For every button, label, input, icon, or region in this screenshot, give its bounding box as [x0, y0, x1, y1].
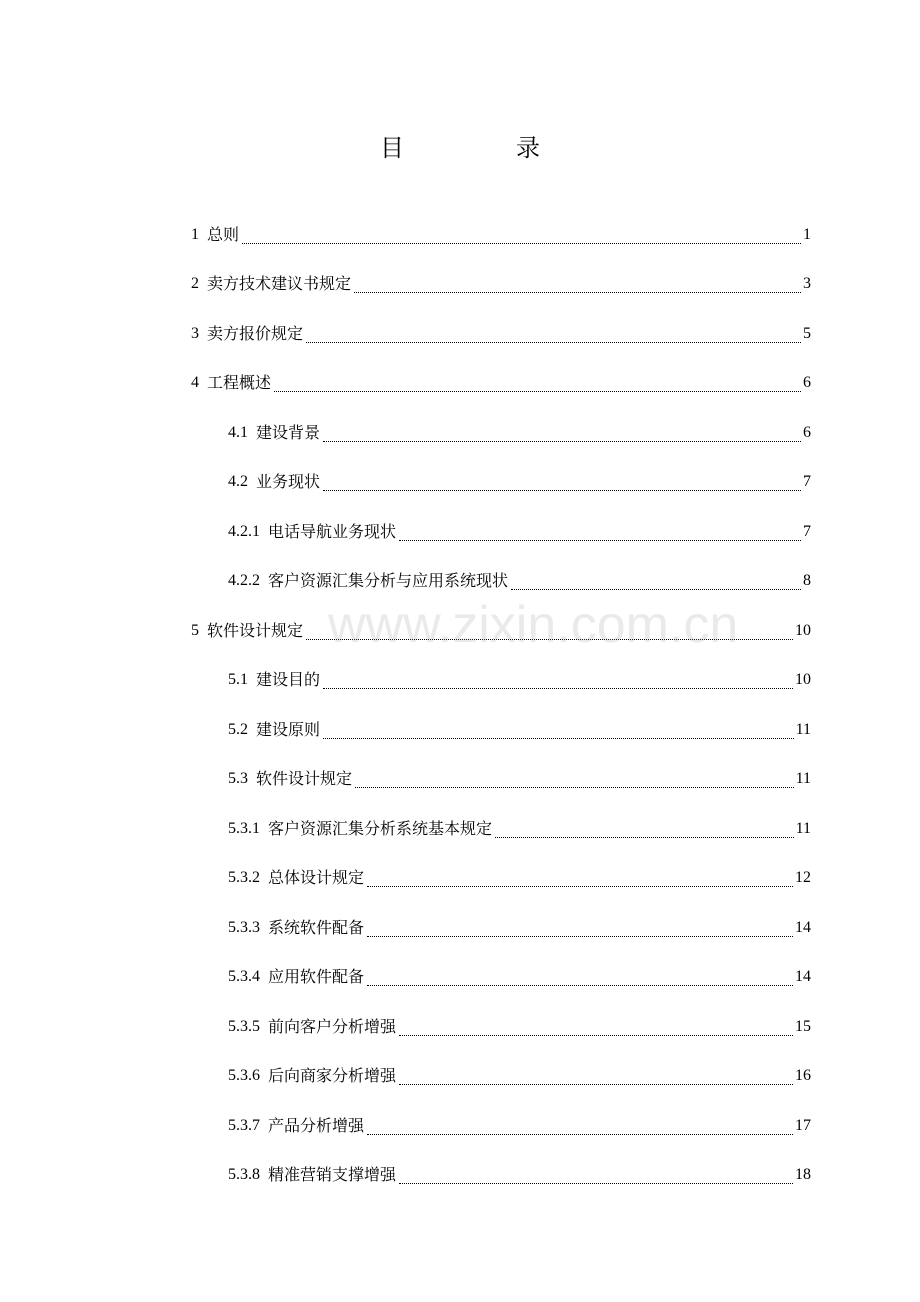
toc-dot-leader: [511, 588, 801, 590]
toc-entry[interactable]: [191, 304, 811, 354]
watermark-text: www.zixin.com.cn: [328, 596, 739, 654]
toc-page-number: 1: [803, 225, 811, 243]
toc-entry[interactable]: [191, 849, 811, 899]
toc-dot-leader: [355, 786, 794, 788]
toc-page-number: 10: [795, 621, 811, 639]
toc-entry[interactable]: [191, 651, 811, 701]
toc-number: 5.3: [228, 770, 248, 787]
toc-title: 产品分析增强: [268, 1115, 365, 1135]
toc-number: 5.3.7: [228, 1116, 260, 1134]
toc-number: 5.3.4: [228, 968, 260, 985]
toc-entry[interactable]: [191, 948, 811, 998]
toc-page-number: 11: [795, 819, 811, 837]
toc-entry[interactable]: [191, 205, 811, 255]
toc-title: 卖方报价规定: [207, 323, 304, 343]
table-of-contents: [191, 205, 811, 1195]
toc-dot-leader: [323, 737, 794, 739]
toc-number: 5.3.1: [228, 819, 260, 837]
toc-entry[interactable]: [191, 700, 811, 750]
toc-dot-leader: [274, 390, 801, 392]
toc-number: 5.3.2: [228, 869, 260, 886]
toc-page-number: 17: [795, 1116, 811, 1134]
toc-page-number: 11: [795, 770, 811, 787]
toc-entry[interactable]: [191, 403, 811, 453]
toc-number: 4: [191, 374, 199, 391]
toc-dot-leader: [306, 638, 793, 640]
toc-dot-leader: [367, 984, 793, 986]
toc-page-number: 5: [803, 324, 811, 342]
toc-number: 4.2.2: [228, 572, 260, 589]
toc-title: 建设背景: [256, 422, 321, 442]
toc-entry[interactable]: [191, 997, 811, 1047]
toc-number: 5: [191, 621, 199, 639]
toc-number: 5.3.3: [228, 918, 260, 936]
toc-page-number: 18: [795, 1166, 811, 1183]
toc-page-number: 3: [803, 275, 811, 292]
toc-entry[interactable]: [191, 453, 811, 503]
toc-page-number: 14: [795, 968, 811, 985]
toc-dot-leader: [354, 291, 801, 293]
toc-page-number: 8: [803, 572, 811, 589]
page-title: 目 录: [380, 134, 584, 162]
toc-entry[interactable]: [191, 552, 811, 602]
toc-title: 工程概述: [207, 373, 272, 392]
toc-title: 总则: [207, 224, 240, 244]
toc-title: 软件设计规定: [256, 769, 353, 788]
toc-page-number: 6: [803, 374, 811, 391]
toc-page-number: 14: [795, 918, 811, 936]
toc-dot-leader: [323, 687, 793, 689]
toc-number: 5.3.8: [228, 1166, 260, 1183]
toc-number: 5.1: [228, 671, 248, 688]
toc-number: 4.2: [228, 473, 248, 490]
toc-title: 建设目的: [256, 670, 321, 689]
toc-entry[interactable]: [191, 255, 811, 305]
toc-entry[interactable]: [191, 898, 811, 948]
toc-entry[interactable]: [191, 1047, 811, 1097]
toc-number: 5.3.5: [228, 1017, 260, 1035]
toc-entry[interactable]: [191, 354, 811, 404]
toc-dot-leader: [495, 836, 794, 838]
toc-page-number: 15: [795, 1017, 811, 1035]
toc-dot-leader: [306, 341, 801, 343]
toc-entry[interactable]: [191, 1096, 811, 1146]
toc-entry[interactable]: [191, 502, 811, 552]
toc-title: 客户资源汇集分析系统基本规定: [268, 818, 493, 838]
toc-page-number: 7: [803, 473, 811, 490]
toc-title: 软件设计规定: [207, 620, 304, 640]
toc-page-number: 16: [795, 1067, 811, 1084]
toc-dot-leader: [399, 1182, 793, 1184]
toc-number: 2: [191, 275, 199, 292]
toc-title: 后向商家分析增强: [268, 1066, 397, 1085]
toc-page-number: 12: [795, 869, 811, 886]
toc-page-number: 6: [803, 423, 811, 441]
toc-dot-leader: [367, 885, 793, 887]
toc-title: 卖方技术建议书规定: [207, 274, 352, 293]
toc-number: 5.2: [228, 720, 248, 738]
toc-page-number: 10: [795, 671, 811, 688]
toc-number: 4.1: [228, 423, 248, 441]
toc-title: 应用软件配备: [268, 967, 365, 986]
toc-title: 电话导航业务现状: [268, 521, 397, 541]
toc-dot-leader: [367, 935, 793, 937]
toc-title: 前向客户分析增强: [268, 1016, 397, 1036]
toc-number: 4.2.1: [228, 522, 260, 540]
toc-title: 系统软件配备: [268, 917, 365, 937]
toc-dot-leader: [399, 1083, 793, 1085]
toc-title: 业务现状: [256, 472, 321, 491]
toc-entry[interactable]: [191, 799, 811, 849]
toc-title: 客户资源汇集分析与应用系统现状: [268, 571, 509, 590]
toc-entry[interactable]: [191, 601, 811, 651]
toc-dot-leader: [367, 1133, 793, 1135]
toc-dot-leader: [323, 489, 801, 491]
toc-entry[interactable]: [191, 750, 811, 800]
toc-title: 建设原则: [256, 719, 321, 739]
toc-number: 3: [191, 324, 199, 342]
toc-number: 5.3.6: [228, 1067, 260, 1084]
toc-title: 精准营销支撑增强: [268, 1165, 397, 1184]
toc-dot-leader: [323, 440, 801, 442]
toc-title: 总体设计规定: [268, 868, 365, 887]
toc-page-number: 7: [803, 522, 811, 540]
toc-dot-leader: [242, 242, 801, 244]
toc-entry[interactable]: [191, 1146, 811, 1196]
toc-dot-leader: [399, 1034, 793, 1036]
toc-dot-leader: [399, 539, 801, 541]
toc-page-number: 11: [795, 720, 811, 738]
toc-number: 1: [191, 225, 199, 243]
